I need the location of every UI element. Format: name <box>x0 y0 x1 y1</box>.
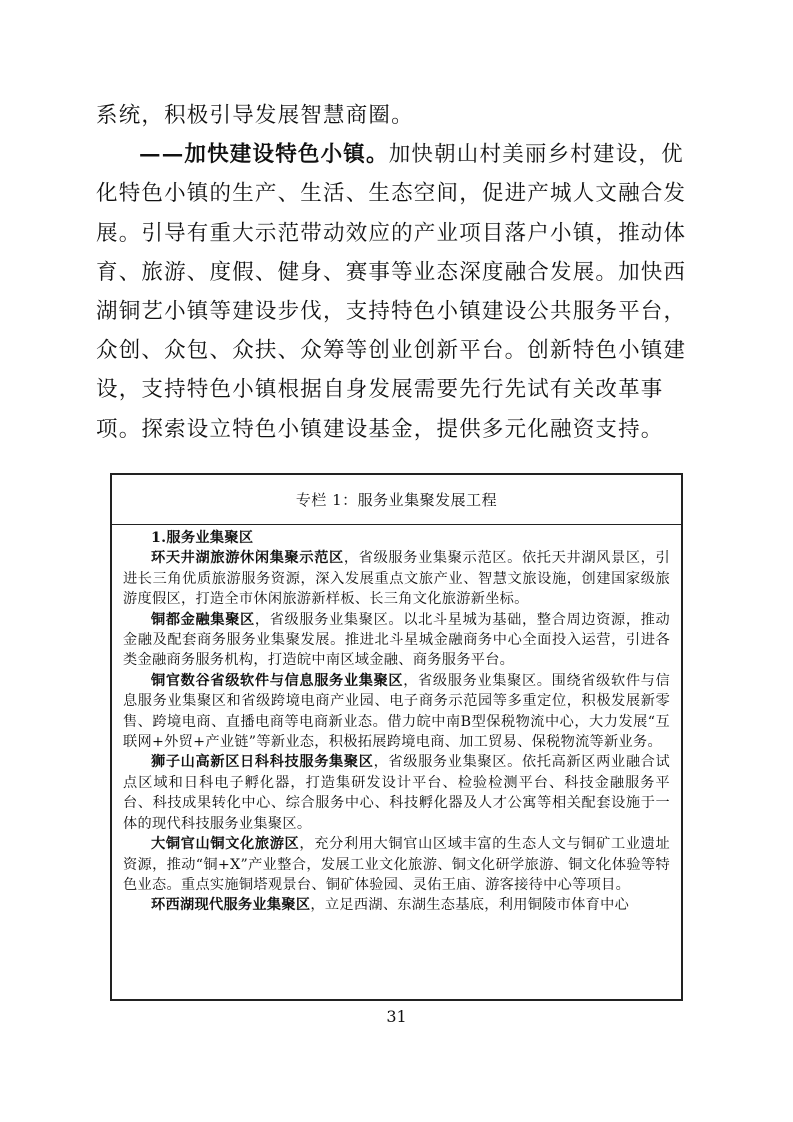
paragraph-1: 系统，积极引导发展智慧商圈。 <box>96 103 414 128</box>
box-item <box>123 548 670 609</box>
box-item-text: ，省级服务业集聚区。以北斗星城为基础，整合周边资源，推动金融及配套商务服务业集聚发展。推进北斗星城金融商务中心全面投入运营，引进各类金融商务服务机构，打造皖中南区域金融、商务服务平台。 <box>123 611 670 669</box>
box-item-text: ，充分利用大铜官山区域丰富的生态人文与铜矿工业遗址资源，推动“铜+X”产业整合，发展工业文化旅游、铜文化研学旅游、铜文化体验等特色业态。重点实施铜塔观景台、铜矿体验园、灵佑王庙、游客接待中心等项目。 <box>123 836 670 893</box>
box-item-name: 铜都金融集聚区 <box>151 611 255 628</box>
box-item-text: ，省级服务业集聚区。依托高新区两业融合试点区域和日科电子孵化器，打造集研发设计平台、检验检测平台、科技金融服务平台、科技成果转化中心、综合服务中心、科技孵化器及人才公寓等相关配套设施于一体的现代科技服务业集聚区。 <box>123 754 670 832</box>
box-section-heading: 1.服务业集聚区 <box>151 530 254 546</box>
box-title: 专栏 1：服务业集聚发展工程 <box>112 475 681 525</box>
box-item-name: 狮子山高新区日科科技服务集聚区 <box>151 754 374 771</box>
paragraph-2 <box>96 135 696 449</box>
box-item <box>123 610 670 671</box>
box-item <box>123 895 670 915</box>
box-item-name: 大铜官山铜文化旅游区 <box>151 836 300 853</box>
box-item <box>123 834 670 895</box>
box-item <box>123 752 670 834</box>
box-item <box>123 671 670 753</box>
box-item-name: 环西湖现代服务业集聚区 <box>151 897 311 914</box>
body-text <box>96 96 696 449</box>
box-item-text: ，立足西湖、东湖生态基底，利用铜陵市体育中心 <box>310 897 630 914</box>
paragraph-2-text: 加快朝山村美丽乡村建设，优化特色小镇的生产、生活、生态空间，促进产城人文融合发展。引导有重大示范带动效应的产业项目落户小镇，推动体育、旅游、度假、健身、赛事等业态深度融合发展。加快西湖铜艺小镇等建设步伐，支持特色小镇建设公共服务平台，众创、众包、众扶、众筹等创业创新平台。创新特色小镇建设，支持特色小镇根据自身发展需要先行先试有关改革事项。探索设立特色小镇建设基金，提供多元化融资支持。 <box>96 142 687 442</box>
box-item-name: 铜官数谷省级软件与信息服务业集聚区 <box>151 672 404 689</box>
box-item-text: ，省级服务业集聚区。围绕省级软件与信息服务业集聚区和省级跨境电商产业园、电子商务示范园等多重定位，积极发展新零售、跨境电商、直播电商等电商新业态。借力皖中南B型保税物流中心，大力发展“互联网+外贸+产业链”等新业态，积极拓展跨境电商、加工贸易、保税物流等新业务。 <box>123 672 670 751</box>
box-item-text: ，省级服务业集聚示范区。依托天井湖风景区，引进长三角优质旅游服务资源，深入发展重点文旅产业、智慧文旅设施，创建国家级旅游度假区，打造全市休闲旅游新样板、长三角文化旅游新坐标。 <box>123 550 670 608</box>
paragraph-2-heading: ——加快建设特色小镇。 <box>139 142 389 168</box>
page-number: 31 <box>386 1007 407 1026</box>
column-box <box>110 473 683 1001</box>
box-content <box>112 525 681 916</box>
box-item-name: 环天井湖旅游休闲集聚示范区 <box>151 550 344 567</box>
